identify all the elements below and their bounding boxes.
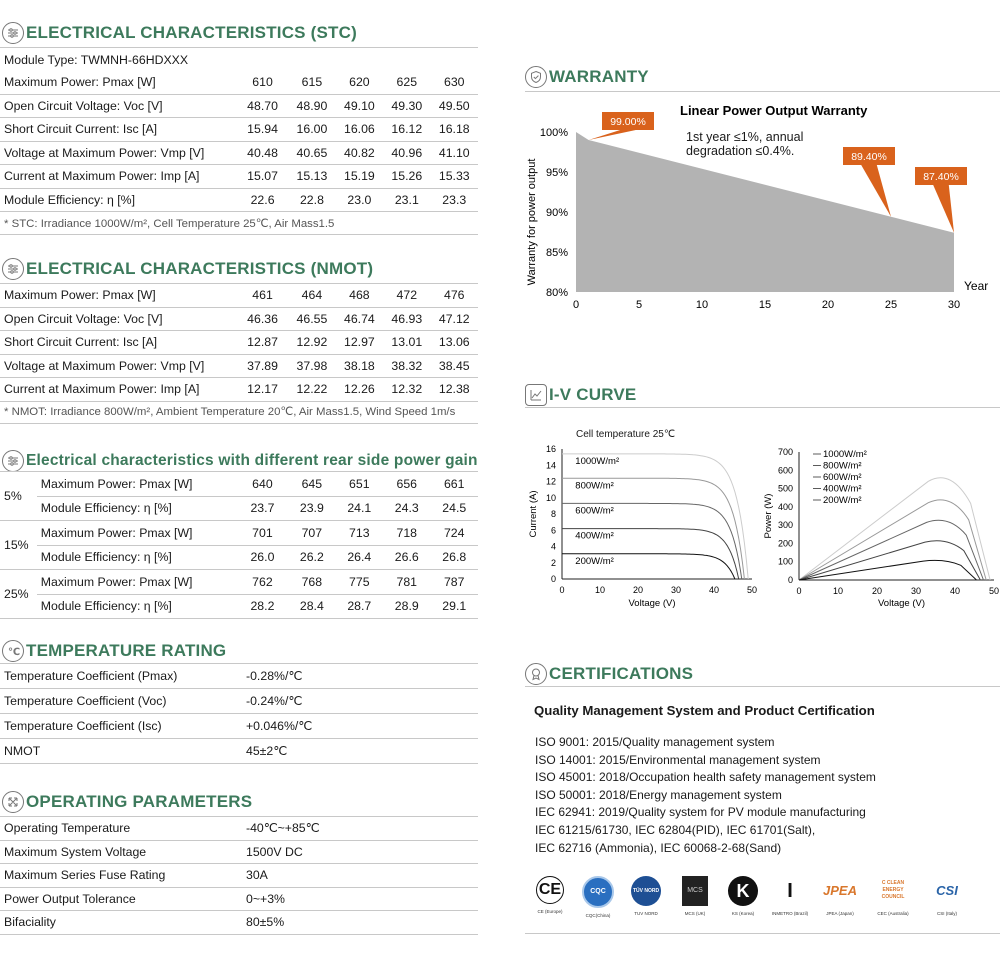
cell-value: 28.9 xyxy=(383,594,430,619)
cert-logo-mark: MCS xyxy=(682,876,708,906)
thermometer-icon xyxy=(2,640,24,662)
iv-y-tick: 8 xyxy=(550,509,556,519)
pv-series-line xyxy=(799,560,977,580)
cell-value: 26.4 xyxy=(336,545,383,570)
cell-value: 762 xyxy=(237,570,288,595)
iv-y-tick: 16 xyxy=(545,444,556,454)
cell-value: 781 xyxy=(383,570,430,595)
cell-value: 28.2 xyxy=(237,594,288,619)
row-label: Maximum Power: Pmax [W] xyxy=(0,71,237,94)
table-row xyxy=(0,354,478,378)
cell-value: 718 xyxy=(383,521,430,546)
iv-x-tick: 20 xyxy=(632,585,644,595)
pv-legend-label: 400W/m² xyxy=(823,483,862,495)
warranty-x-tick: 30 xyxy=(947,299,961,311)
operating-title-text: OPERATING PARAMETERS xyxy=(26,792,253,811)
cell-value: 40.65 xyxy=(288,141,335,165)
pv-series-line xyxy=(799,541,980,580)
warranty-subtitle-line2: degradation ≤0.4%. xyxy=(686,144,795,158)
table-row xyxy=(0,739,478,764)
cell-value: 630 xyxy=(431,71,478,94)
cert-logo xyxy=(624,876,668,916)
nmot-title-text: ELECTRICAL CHARACTERISTICS (NMOT) xyxy=(26,259,374,278)
cert-logo-mark: CSI xyxy=(936,883,958,898)
row-value: 80±5% xyxy=(242,911,478,935)
warranty-x-tick: 15 xyxy=(758,299,772,311)
cell-value: 26.8 xyxy=(430,545,478,570)
row-value: -40℃~+85℃ xyxy=(242,817,478,840)
certifications-title-text: CERTIFICATIONS xyxy=(549,664,694,683)
nmot-table xyxy=(0,284,478,402)
cell-value: 48.90 xyxy=(288,94,335,118)
warranty-y-tick: 80% xyxy=(545,287,568,299)
temperature-title-text: TEMPERATURE RATING xyxy=(26,641,227,660)
table-row xyxy=(0,307,478,331)
expand-arrows-icon xyxy=(2,791,24,813)
cert-logo-caption: CSI (Italy) xyxy=(936,911,957,916)
cell-value: 49.30 xyxy=(383,94,430,118)
temperature-table xyxy=(0,664,478,764)
rear-table xyxy=(0,472,478,619)
cert-item: IEC 61215/61730, IEC 62804(PID), IEC 61701(Salt), xyxy=(535,822,816,837)
cell-value: 15.07 xyxy=(237,165,288,189)
row-value: -0.24%/℃ xyxy=(242,689,478,714)
row-label: Current at Maximum Power: Imp [A] xyxy=(0,378,237,402)
cell-value: 38.32 xyxy=(383,354,430,378)
settings-sliders-icon xyxy=(2,22,24,44)
cert-logo xyxy=(528,876,572,914)
pv-x-label: Voltage (V) xyxy=(878,598,925,609)
cell-value: 625 xyxy=(383,71,430,94)
cert-logo-mark: CE xyxy=(536,876,564,904)
certifications-subtitle: Quality Management System and Product Certification xyxy=(534,703,875,718)
cell-value: 41.10 xyxy=(431,141,478,165)
cell-value: 26.6 xyxy=(383,545,430,570)
warranty-title-text: WARRANTY xyxy=(549,67,649,86)
cert-item: IEC 62716 (Ammonia), IEC 60068-2-68(Sand) xyxy=(535,840,782,855)
cell-value: 472 xyxy=(383,284,430,307)
iv-title-text: I-V CURVE xyxy=(549,385,637,404)
table-row xyxy=(0,545,478,570)
row-label: Voltage at Maximum Power: Vmp [V] xyxy=(0,354,237,378)
iv-series-label: 200W/m² xyxy=(575,555,614,567)
iv-series-label: 400W/m² xyxy=(575,530,614,542)
cell-value: 46.36 xyxy=(237,307,288,331)
cell-value: 23.9 xyxy=(288,496,335,521)
cell-value: 701 xyxy=(237,521,288,546)
stc-table xyxy=(0,71,478,212)
cert-item: ISO 45001: 2018/Occupation health safety management system xyxy=(535,770,876,785)
warranty-callout xyxy=(589,112,654,140)
table-row xyxy=(0,118,478,142)
cert-logo-mark: I xyxy=(787,880,793,902)
row-label: Open Circuit Voltage: Voc [V] xyxy=(0,307,237,331)
table-row xyxy=(0,689,478,714)
cell-value: 40.96 xyxy=(383,141,430,165)
pv-y-tick: 700 xyxy=(777,447,793,457)
cell-value: 29.1 xyxy=(430,594,478,619)
row-value: 0~+3% xyxy=(242,887,478,911)
row-label: Power Output Tolerance xyxy=(0,887,242,911)
cell-value: 12.17 xyxy=(237,378,288,402)
iv-x-label: Voltage (V) xyxy=(628,598,676,609)
cert-logo-mark: C CLEAN ENERGY COUNCIL xyxy=(881,880,905,900)
cell-value: 707 xyxy=(288,521,335,546)
cell-value: 724 xyxy=(430,521,478,546)
cert-logo-mark: TÜV NORD xyxy=(631,876,661,906)
cert-logo-caption: JPEA (Japan) xyxy=(826,911,854,916)
table-row xyxy=(0,472,478,496)
cert-logo-mark: CQC xyxy=(582,876,614,908)
pv-y-tick: 0 xyxy=(787,575,793,585)
cell-value: 28.4 xyxy=(288,594,335,619)
cell-value: 12.92 xyxy=(288,331,335,355)
table-row xyxy=(0,521,478,546)
iv-x-tick: 50 xyxy=(746,585,758,595)
cert-logo-caption: INMETRO (Brazil) xyxy=(771,911,809,916)
iv-y-tick: 2 xyxy=(550,557,556,568)
cell-value: 13.06 xyxy=(431,331,478,355)
line-chart-icon xyxy=(525,384,547,406)
cert-logo xyxy=(925,876,969,916)
row-label: Voltage at Maximum Power: Vmp [V] xyxy=(0,141,237,165)
cell-value: 23.3 xyxy=(431,188,478,212)
row-label: Operating Temperature xyxy=(0,817,242,840)
row-label: Maximum Power: Pmax [W] xyxy=(0,284,237,307)
iv-x-tick: 30 xyxy=(670,585,682,595)
warranty-section-title xyxy=(525,66,649,88)
cell-value: 12.97 xyxy=(336,331,383,355)
cell-value: 640 xyxy=(237,472,288,496)
row-label: Temperature Coefficient (Isc) xyxy=(0,714,242,739)
row-label: NMOT xyxy=(0,739,242,764)
row-label: Module Efficiency: η [%] xyxy=(37,496,237,521)
table-row xyxy=(0,594,478,619)
table-row xyxy=(0,570,478,595)
cell-value: 40.48 xyxy=(237,141,288,165)
pv-x-tick: 10 xyxy=(832,586,844,596)
row-label: Open Circuit Voltage: Voc [V] xyxy=(0,94,237,118)
cell-value: 12.87 xyxy=(237,331,288,355)
cert-item: ISO 9001: 2015/Quality management system xyxy=(535,735,775,749)
cell-value: 46.74 xyxy=(336,307,383,331)
cell-value: 775 xyxy=(336,570,383,595)
pv-x-tick: 50 xyxy=(988,586,1000,596)
row-value: 30A xyxy=(242,864,478,888)
iv-x-tick: 0 xyxy=(559,585,565,595)
cell-value: 24.5 xyxy=(430,496,478,521)
cell-value: 26.0 xyxy=(237,545,288,570)
cell-value: 468 xyxy=(336,284,383,307)
module-type: Module Type: TWMNH-66HDXXX xyxy=(4,53,189,67)
warranty-x-tick: 5 xyxy=(635,299,643,311)
iv-y-tick: 10 xyxy=(545,492,556,503)
pv-y-label: Power (W) xyxy=(763,493,774,539)
pv-y-tick: 400 xyxy=(777,501,793,512)
nmot-section-title xyxy=(2,258,373,280)
cert-logo xyxy=(768,876,812,916)
warranty-subtitle-line1: 1st year ≤1%, annual xyxy=(686,130,804,144)
cell-value: 12.26 xyxy=(336,378,383,402)
pv-y-tick: 600 xyxy=(777,465,793,476)
cell-value: 23.1 xyxy=(383,188,430,212)
rear-section-title xyxy=(2,450,478,472)
row-label: Short Circuit Current: Isc [A] xyxy=(0,331,237,355)
cell-value: 620 xyxy=(336,71,383,94)
cert-logo-caption: TUV NORD xyxy=(634,911,658,916)
cell-value: 37.89 xyxy=(237,354,288,378)
warranty-y-label: Warranty for power output xyxy=(526,158,538,286)
cell-value: 48.70 xyxy=(237,94,288,118)
iv-y-tick: 6 xyxy=(550,525,556,536)
cell-value: 22.6 xyxy=(237,188,288,212)
cell-value: 713 xyxy=(336,521,383,546)
cert-item: ISO 14001: 2015/Environmental management system xyxy=(535,752,821,767)
certifications-section-title xyxy=(525,663,693,685)
cell-value: 464 xyxy=(288,284,335,307)
pv-x-tick: 30 xyxy=(910,586,922,596)
rear-title-text: Electrical characteristics with different rear side power gain xyxy=(26,452,478,469)
warranty-y-tick: 95% xyxy=(545,167,568,179)
row-value: 45±2℃ xyxy=(242,739,478,764)
certification-logos xyxy=(528,876,988,928)
warranty-y-tick: 85% xyxy=(545,247,568,259)
row-label: Maximum System Voltage xyxy=(0,840,242,864)
cell-value: 28.7 xyxy=(336,594,383,619)
settings-sliders-icon xyxy=(2,258,24,280)
cert-logo xyxy=(673,876,717,916)
pv-x-tick: 40 xyxy=(949,586,961,596)
cell-value: 15.13 xyxy=(288,165,335,189)
table-row xyxy=(0,165,478,189)
cert-logo xyxy=(871,876,915,916)
cell-value: 15.33 xyxy=(431,165,478,189)
row-label: Temperature Coefficient (Pmax) xyxy=(0,664,242,689)
pv-legend-label: 200W/m² xyxy=(823,495,862,506)
row-label: Temperature Coefficient (Voc) xyxy=(0,689,242,714)
gain-label: 5% xyxy=(0,472,37,521)
iv-y-tick: 0 xyxy=(550,574,556,584)
cell-value: 24.1 xyxy=(336,496,383,521)
cell-value: 38.18 xyxy=(336,354,383,378)
cell-value: 15.26 xyxy=(383,165,430,189)
cell-value: 656 xyxy=(383,472,430,496)
pv-series-line xyxy=(799,500,986,580)
cert-logo-mark: JPEA xyxy=(823,883,857,898)
callout-pointer xyxy=(589,130,636,140)
svg-text:℃: ℃ xyxy=(8,647,20,658)
cert-logo-caption: CEC (Australia) xyxy=(877,911,909,916)
cell-value: 12.32 xyxy=(383,378,430,402)
row-label: Current at Maximum Power: Imp [A] xyxy=(0,165,237,189)
warranty-callout xyxy=(915,167,967,233)
cell-value: 16.06 xyxy=(336,118,383,142)
cell-temp-label: Cell temperature 25℃ xyxy=(576,429,676,440)
iv-current-chart xyxy=(522,440,762,615)
cell-value: 13.01 xyxy=(383,331,430,355)
stc-title-text: ELECTRICAL CHARACTERISTICS (STC) xyxy=(26,23,357,42)
cert-logo-caption: CE (Europe) xyxy=(537,909,563,914)
table-row xyxy=(0,188,478,212)
row-label: Module Efficiency: η [%] xyxy=(37,545,237,570)
warranty-x-tick: 10 xyxy=(695,299,709,311)
cell-value: 16.12 xyxy=(383,118,430,142)
callout-label: 99.00% xyxy=(610,116,646,128)
operating-section-title xyxy=(2,791,252,813)
callout-label: 89.40% xyxy=(851,151,887,163)
callout-pointer xyxy=(933,185,954,233)
cert-logo-caption: CQC(China) xyxy=(585,913,611,918)
table-row xyxy=(0,864,478,888)
cert-logo xyxy=(818,876,862,916)
cell-value: 12.38 xyxy=(431,378,478,402)
cell-value: 476 xyxy=(431,284,478,307)
iv-series-label: 800W/m² xyxy=(575,480,614,492)
table-row xyxy=(0,714,478,739)
cert-item: IEC 62941: 2019/Quality system for PV module manufacturing xyxy=(535,805,866,820)
cell-value: 615 xyxy=(288,71,335,94)
cell-value: 38.45 xyxy=(431,354,478,378)
pv-y-tick: 100 xyxy=(777,556,793,567)
cell-value: 16.18 xyxy=(431,118,478,142)
pv-series-line xyxy=(799,520,984,580)
award-badge-icon xyxy=(525,663,547,685)
cert-item: ISO 50001: 2018/Energy management system xyxy=(535,787,782,802)
warranty-chart-title: Linear Power Output Warranty xyxy=(680,103,868,118)
pv-legend-label: 1000W/m² xyxy=(823,449,867,460)
pv-y-tick: 300 xyxy=(777,520,793,531)
cert-logo-caption: MCS (UK) xyxy=(684,911,706,916)
table-row xyxy=(0,94,478,118)
iv-power-chart xyxy=(760,440,1000,615)
cell-value: 46.93 xyxy=(383,307,430,331)
row-value: 1500V DC xyxy=(242,840,478,864)
warranty-subtitle xyxy=(686,130,803,158)
row-value: +0.046%/℃ xyxy=(242,714,478,739)
cell-value: 40.82 xyxy=(336,141,383,165)
gain-label: 15% xyxy=(0,521,37,570)
row-label: Maximum Power: Pmax [W] xyxy=(37,570,237,595)
warranty-y-tick: 90% xyxy=(545,207,568,219)
cell-value: 37.98 xyxy=(288,354,335,378)
iv-x-tick: 40 xyxy=(708,585,720,595)
gain-label: 25% xyxy=(0,570,37,619)
table-row xyxy=(0,331,478,355)
cell-value: 645 xyxy=(288,472,335,496)
cell-value: 787 xyxy=(430,570,478,595)
iv-y-tick: 12 xyxy=(545,476,556,487)
cell-value: 15.94 xyxy=(237,118,288,142)
cert-logo-mark: K xyxy=(728,876,758,906)
warranty-callout xyxy=(843,147,895,217)
row-label: Maximum Power: Pmax [W] xyxy=(37,472,237,496)
callout-pointer xyxy=(861,165,891,217)
cell-value: 26.2 xyxy=(288,545,335,570)
pv-legend-label: 600W/m² xyxy=(823,472,862,483)
iv-x-tick: 10 xyxy=(594,585,606,595)
table-row xyxy=(0,817,478,840)
table-row xyxy=(0,911,478,935)
cell-value: 16.00 xyxy=(288,118,335,142)
row-label: Module Efficiency: η [%] xyxy=(37,594,237,619)
table-row xyxy=(0,840,478,864)
stc-section-title xyxy=(2,22,357,44)
warranty-x-tick: 0 xyxy=(572,299,580,311)
warranty-x-label: Year xyxy=(964,279,989,293)
cell-value: 49.10 xyxy=(336,94,383,118)
row-label: Maximum Power: Pmax [W] xyxy=(37,521,237,546)
stc-note: * STC: Irradiance 1000W/m², Cell Temperature 25℃, Air Mass1.5 xyxy=(4,218,335,230)
pv-x-tick: 20 xyxy=(871,586,883,596)
settings-sliders-icon xyxy=(2,450,24,472)
certifications-list xyxy=(535,734,876,857)
iv-series-label: 1000W/m² xyxy=(575,455,620,467)
iv-y-label: Current (A) xyxy=(528,490,539,538)
warranty-y-tick: 100% xyxy=(539,127,568,139)
warranty-x-tick: 20 xyxy=(821,299,835,311)
callout-label: 87.40% xyxy=(923,171,959,183)
pv-x-tick: 0 xyxy=(796,586,802,596)
iv-section-title xyxy=(525,384,636,406)
cell-value: 15.19 xyxy=(336,165,383,189)
row-value: -0.28%/℃ xyxy=(242,664,478,689)
table-row xyxy=(0,284,478,307)
row-label: Maximum Series Fuse Rating xyxy=(0,864,242,888)
cell-value: 22.8 xyxy=(288,188,335,212)
warranty-chart xyxy=(520,95,1000,320)
cell-value: 610 xyxy=(237,71,288,94)
cell-value: 651 xyxy=(336,472,383,496)
cert-logo xyxy=(721,876,765,916)
cert-logo-caption: KS (Korea) xyxy=(731,911,755,916)
row-label: Short Circuit Current: Isc [A] xyxy=(0,118,237,142)
nmot-note: * NMOT: Irradiance 800W/m², Ambient Temperature 20℃, Air Mass1.5, Wind Speed 1m/s xyxy=(4,406,456,418)
temperature-section-title xyxy=(2,640,226,662)
cert-logo xyxy=(576,876,620,918)
row-label: Module Efficiency: η [%] xyxy=(0,188,237,212)
cell-value: 461 xyxy=(237,284,288,307)
iv-y-tick: 4 xyxy=(550,541,556,552)
cell-value: 23.0 xyxy=(336,188,383,212)
iv-series-label: 600W/m² xyxy=(575,505,614,517)
table-row xyxy=(0,887,478,911)
table-row xyxy=(0,664,478,689)
table-row xyxy=(0,378,478,402)
iv-y-tick: 14 xyxy=(545,460,556,471)
cell-value: 23.7 xyxy=(237,496,288,521)
pv-legend-label: 800W/m² xyxy=(823,460,862,472)
cell-value: 12.22 xyxy=(288,378,335,402)
warranty-x-tick: 25 xyxy=(884,299,898,311)
table-row xyxy=(0,141,478,165)
table-row xyxy=(0,496,478,521)
cell-value: 768 xyxy=(288,570,335,595)
cell-value: 46.55 xyxy=(288,307,335,331)
cell-value: 47.12 xyxy=(431,307,478,331)
pv-y-tick: 500 xyxy=(777,483,793,494)
cell-value: 661 xyxy=(430,472,478,496)
cell-value: 49.50 xyxy=(431,94,478,118)
cell-value: 24.3 xyxy=(383,496,430,521)
operating-table xyxy=(0,817,478,935)
shield-check-icon xyxy=(525,66,547,88)
pv-y-tick: 200 xyxy=(777,538,793,549)
row-label: Bifaciality xyxy=(0,911,242,935)
table-row xyxy=(0,71,478,94)
